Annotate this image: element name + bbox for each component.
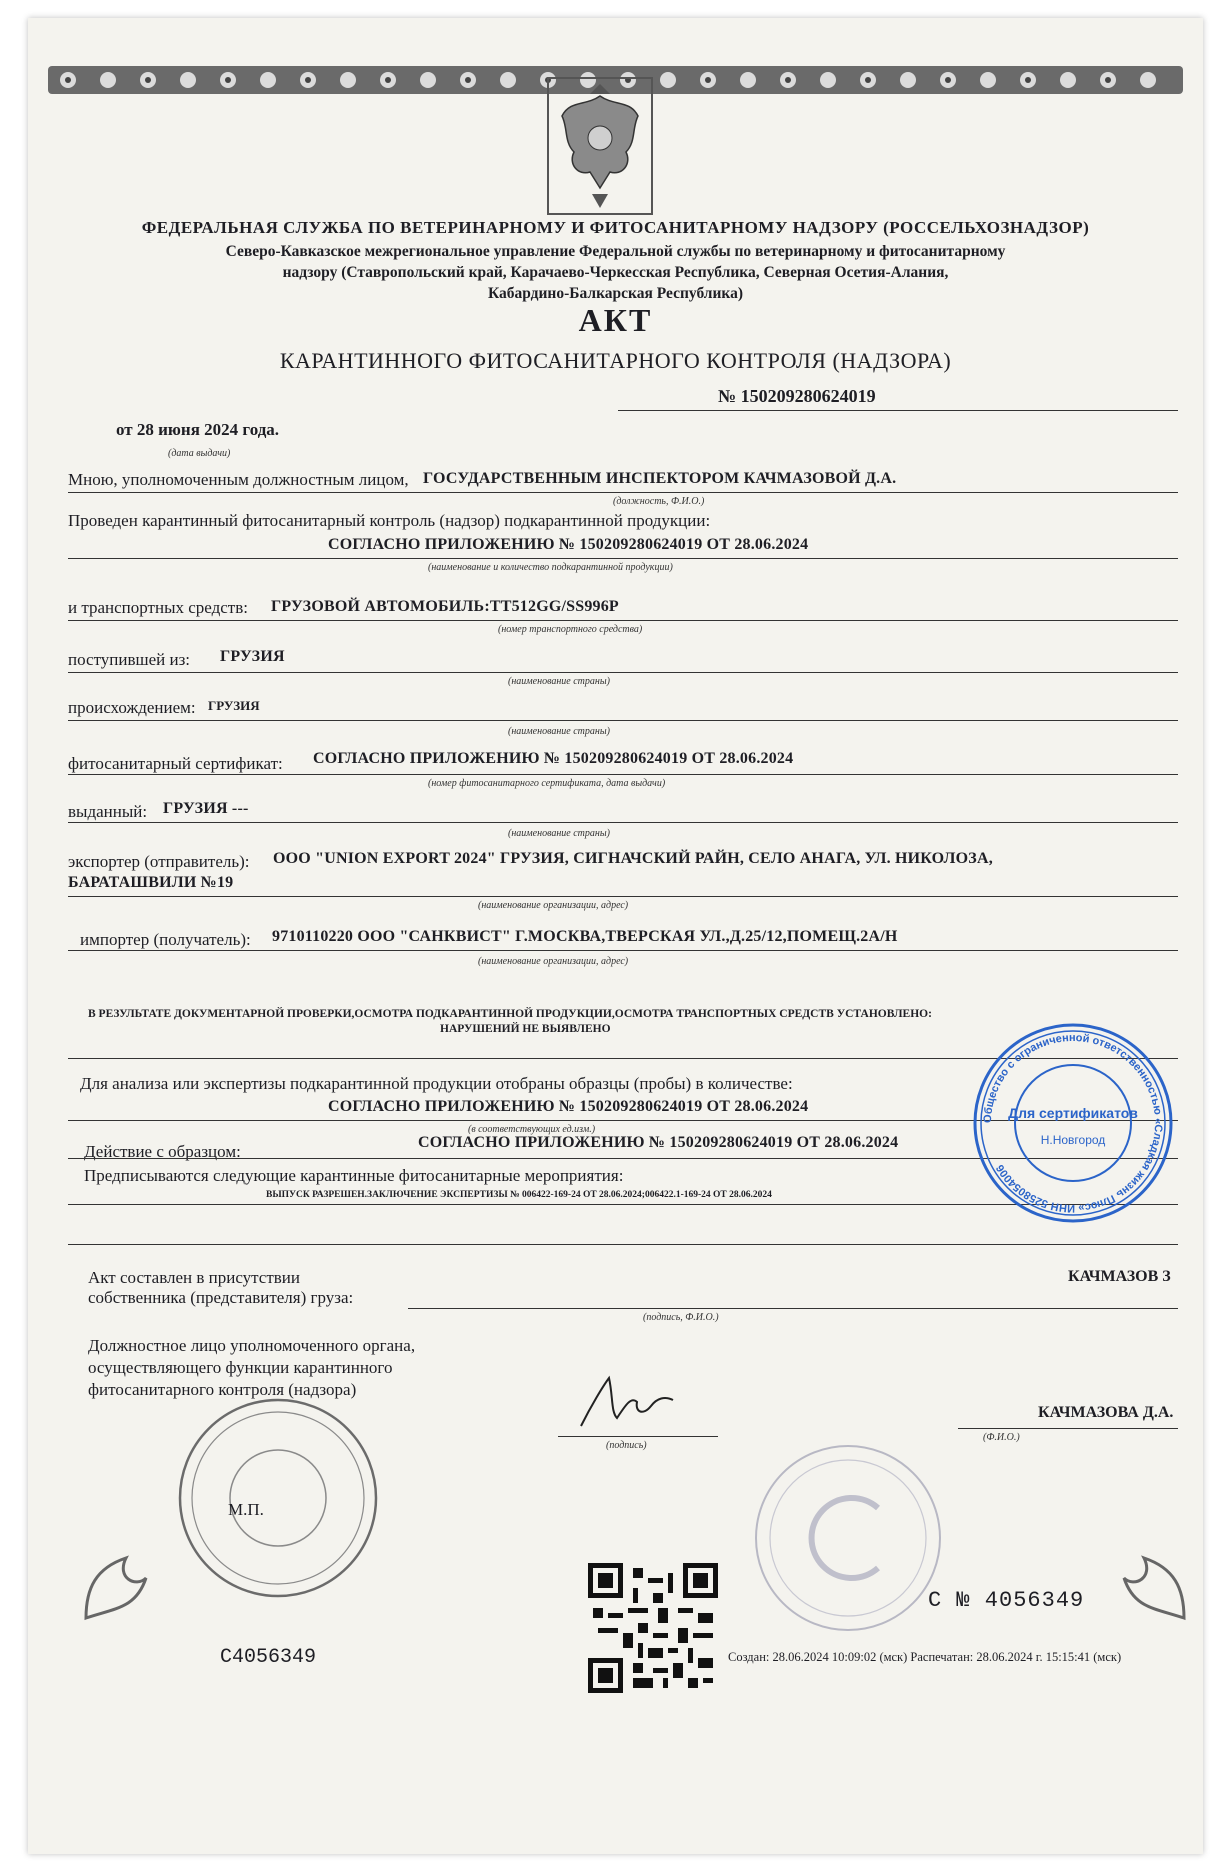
seal-city-text: Н.Новгород bbox=[1040, 1133, 1106, 1147]
issued-value: ГРУЗИЯ --- bbox=[163, 800, 249, 817]
company-seal-stamp bbox=[968, 1018, 1178, 1228]
measures-label: Предписываются следующие карантинные фитосанитарные мероприятия: bbox=[84, 1166, 624, 1185]
origin-caption: (наименование страны) bbox=[508, 726, 610, 737]
signature-underline bbox=[558, 1436, 718, 1437]
act-number: № 150209280624019 bbox=[718, 386, 876, 406]
created-printed-timestamp: Создан: 28.06.2024 10:09:02 (мск) Распечатан: 28.06.2024 г. 15:15:41 (мск) bbox=[728, 1650, 1122, 1664]
issued-caption: (наименование страны) bbox=[508, 828, 610, 839]
official-name: КАЧМАЗОВА Д.А. bbox=[1038, 1404, 1174, 1421]
official-label-line-1: Должностное лицо уполномоченного органа, bbox=[88, 1336, 416, 1355]
transport-value: ГРУЗОВОЙ АВТОМОБИЛЬ:TT512GG/SS996P bbox=[271, 598, 619, 615]
official-name-caption: (Ф.И.О.) bbox=[983, 1432, 1020, 1443]
from-label: поступившей из: bbox=[68, 650, 191, 669]
transport-caption: (номер транспортного средства) bbox=[498, 624, 643, 635]
seal-ring-text: Общество с ограниченной ответственностью «Сладкая жизнь Плюс» ИНН 5258054006 bbox=[981, 1031, 1165, 1215]
importer-caption: (наименование организации, адрес) bbox=[478, 956, 629, 967]
official-label-line-2: осуществляющего функции карантинного bbox=[88, 1358, 393, 1377]
agency-name: ФЕДЕРАЛЬНАЯ СЛУЖБА ПО ВЕТЕРИНАРНОМУ И ФИТОСАНИТАРНОМУ НАДЗОРУ (РОССЕЛЬХОЗНАДЗОР) bbox=[141, 218, 1090, 237]
seal-place-label: М.П. bbox=[228, 1500, 264, 1519]
corner-ornament-right bbox=[1114, 1548, 1194, 1628]
issued-label: выданный: bbox=[68, 802, 148, 821]
inspector-signature bbox=[573, 1366, 683, 1436]
cert-caption: (номер фитосанитарного сертификата, дата выдачи) bbox=[428, 778, 666, 789]
official-label-line-3: фитосанитарного контроля (надзора) bbox=[88, 1380, 357, 1399]
result-line-2: НАРУШЕНИЙ НЕ ВЫЯВЛЕНО bbox=[440, 1023, 611, 1035]
inspector-value: ГОСУДАРСТВЕННЫМ ИНСПЕКТОРОМ КАЧМАЗОВОЙ Д.А. bbox=[423, 470, 897, 487]
origin-label: происхождением: bbox=[68, 698, 196, 717]
from-underline bbox=[68, 672, 1178, 673]
corner-ornament-left bbox=[76, 1548, 156, 1628]
seal-center-text: Для сертификатов bbox=[1008, 1105, 1138, 1121]
coat-of-arms-emblem bbox=[546, 76, 654, 216]
exporter-label: экспортер (отправитель): bbox=[68, 852, 250, 871]
subagency-line-1: Северо-Кавказское межрегиональное управление Федеральной службы по ветеринарному и фитосанитарному bbox=[225, 243, 1006, 260]
svg-text:Общество с ограниченной ответс bbox=[982, 1032, 1164, 1214]
presence-label-line-1: Акт составлен в присутствии bbox=[88, 1268, 300, 1287]
measures-value: ВЫПУСК РАЗРЕШЕН.ЗАКЛЮЧЕНИЕ ЭКСПЕРТИЗЫ № 006422-169-24 ОТ 28.06.2024;006422.1-169-24 ОТ 28.06.2024 bbox=[266, 1190, 772, 1200]
result-line-1: В РЕЗУЛЬТАТЕ ДОКУМЕНТАРНОЙ ПРОВЕРКИ,ОСМОТРА ПОДКАРАНТИННОЙ ПРОДУКЦИИ,ОСМОТРА ТРАНСПОРТНЫХ СРЕДСТВ УСТАНОВЛЕНО: bbox=[88, 1008, 932, 1020]
signature-caption: (подпись) bbox=[606, 1440, 647, 1451]
date-caption: (дата выдачи) bbox=[168, 448, 231, 459]
exporter-value-line-1: ООО "UNION EXPORT 2024" ГРУЗИЯ, СИГНАЧСКИЙ РАЙН, СЕЛО АНАГА, УЛ. НИКОЛОЗА, bbox=[273, 850, 993, 867]
from-caption: (наименование страны) bbox=[508, 676, 610, 687]
sample-action-value: СОГЛАСНО ПРИЛОЖЕНИЮ № 150209280624019 ОТ 28.06.2024 bbox=[418, 1134, 899, 1151]
blank-number: C № 4056349 bbox=[928, 1588, 1085, 1613]
presence-label-line-2: собственника (представителя) груза: bbox=[88, 1288, 354, 1307]
cert-underline bbox=[68, 774, 1178, 775]
official-name-underline bbox=[958, 1428, 1178, 1429]
origin-underline bbox=[68, 720, 1178, 721]
subagency-line-2: надзору (Ставропольский край, Карачаево-Черкесская Республика, Северная Осетия-Алания, bbox=[282, 264, 949, 281]
samples-label: Для анализа или экспертизы подкарантинной продукции отобраны образцы (пробы) в количестве: bbox=[80, 1074, 793, 1093]
exporter-value-line-2: БАРАТАШВИЛИ №19 bbox=[68, 874, 234, 891]
inspector-caption: (должность, Ф.И.О.) bbox=[613, 496, 705, 507]
inspector-label: Мною, уполномоченным должностным лицом, bbox=[68, 470, 409, 489]
exporter-caption: (наименование организации, адрес) bbox=[478, 900, 629, 911]
cert-label: фитосанитарный сертификат: bbox=[68, 754, 283, 773]
importer-underline bbox=[68, 950, 1178, 951]
inspector-underline bbox=[68, 492, 1178, 493]
sample-action-label: Действие с образцом: bbox=[84, 1142, 241, 1161]
control-value: СОГЛАСНО ПРИЛОЖЕНИЮ № 150209280624019 ОТ 28.06.2024 bbox=[328, 536, 809, 553]
serial-left: C4056349 bbox=[220, 1646, 317, 1669]
act-date: от 28 июня 2024 года. bbox=[116, 420, 280, 439]
presence-name: КАЧМАЗОВ З bbox=[1068, 1268, 1171, 1285]
from-value: ГРУЗИЯ bbox=[220, 648, 285, 665]
presence-underline bbox=[408, 1308, 1178, 1309]
transport-label: и транспортных средств: bbox=[68, 598, 248, 617]
exporter-underline bbox=[68, 896, 1178, 897]
document-title: АКТ bbox=[578, 302, 653, 338]
number-underline bbox=[618, 410, 1178, 411]
importer-label: импортер (получатель): bbox=[80, 930, 251, 949]
control-underline bbox=[68, 558, 1178, 559]
measures-underline-2 bbox=[68, 1244, 1178, 1245]
importer-value: 9710110220 ООО "САНКВИСТ" Г.МОСКВА,ТВЕРСКАЯ УЛ.,Д.25/12,ПОМЕЩ.2А/Н bbox=[272, 928, 898, 945]
samples-value: СОГЛАСНО ПРИЛОЖЕНИЮ № 150209280624019 ОТ 28.06.2024 bbox=[328, 1098, 809, 1115]
transport-underline bbox=[68, 620, 1178, 621]
subagency-line-3: Кабардино-Балкарская Республика) bbox=[487, 285, 744, 302]
samples-caption: (в соответствующих ед.изм.) bbox=[468, 1124, 596, 1135]
faint-company-stamp bbox=[748, 1438, 948, 1638]
document-subtitle: КАРАНТИННОГО ФИТОСАНИТАРНОГО КОНТРОЛЯ (НАДЗОРА) bbox=[279, 348, 952, 373]
control-caption: (наименование и количество подкарантинной продукции) bbox=[428, 562, 673, 573]
document-sheet bbox=[28, 18, 1203, 1854]
presence-caption: (подпись, Ф.И.О.) bbox=[643, 1312, 719, 1323]
origin-value: ГРУЗИЯ bbox=[208, 698, 260, 713]
official-round-seal bbox=[168, 1393, 388, 1603]
qr-code bbox=[588, 1563, 718, 1693]
control-label: Проведен карантинный фитосанитарный контроль (надзор) подкарантинной продукции: bbox=[68, 511, 711, 530]
cert-value: СОГЛАСНО ПРИЛОЖЕНИЮ № 150209280624019 ОТ 28.06.2024 bbox=[313, 750, 794, 767]
issued-underline bbox=[68, 822, 1178, 823]
